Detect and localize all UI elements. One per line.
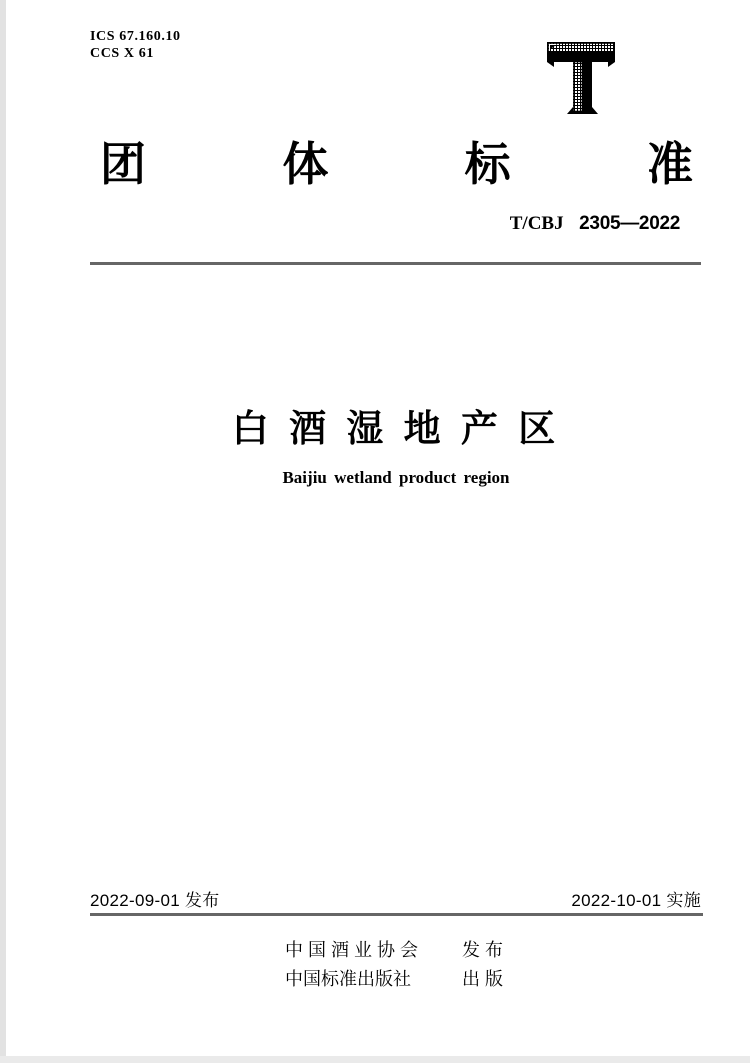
- main-title-chinese: 白 酒 湿 地 产 区: [231, 408, 561, 449]
- main-title-english: Baijiu wetland product region: [282, 468, 510, 487]
- issuer-name: 中 国 酒 业 协 会: [285, 940, 419, 960]
- standard-code-prefix: T/CBJ: [509, 213, 564, 234]
- doc-type-char-3: 标: [464, 138, 511, 190]
- standard-code-number: 2305—2022: [579, 213, 680, 234]
- standard-code: [510, 213, 680, 235]
- doc-type-char-4: 准: [646, 138, 693, 190]
- publishers-block: [285, 936, 503, 994]
- publisher-row-issuer: [285, 936, 503, 965]
- page-scan-bottom-edge: [0, 1056, 750, 1063]
- ics-code: ICS 67.160.10: [90, 29, 181, 44]
- implementation-date: 2022-10-01 实施: [571, 891, 701, 910]
- ics-classification-block: [90, 28, 181, 62]
- press-action: 出 版: [461, 969, 503, 989]
- ccs-code: CCS X 61: [90, 46, 154, 61]
- page-scan-left-edge: [0, 0, 6, 1063]
- issue-date: 2022-09-01 发布: [90, 891, 220, 910]
- issuer-action: 发 布: [461, 940, 503, 960]
- footer-rule: [90, 913, 703, 916]
- doc-type-char-1: 团: [100, 138, 146, 190]
- dates-row: [90, 886, 701, 911]
- press-name: 中国标准出版社: [285, 969, 411, 989]
- doc-type-char-2: 体: [282, 138, 329, 190]
- header-rule: [90, 262, 701, 265]
- doc-type-title: [100, 134, 693, 194]
- publisher-row-press: [285, 965, 503, 994]
- t-standard-logo-icon: [547, 42, 615, 115]
